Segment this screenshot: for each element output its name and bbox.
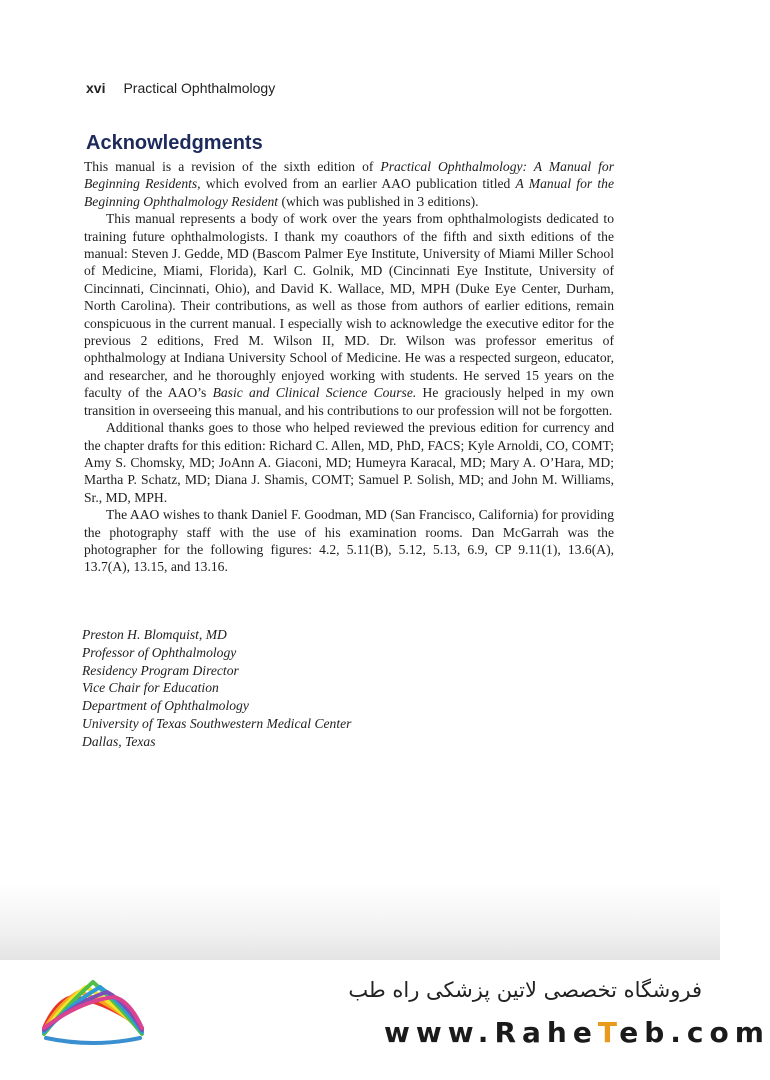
paragraph: [84, 506, 614, 576]
book-title: Practical Ophthalmology: [123, 80, 276, 96]
page-number: xvi: [86, 80, 106, 96]
signature-block: [82, 626, 351, 751]
open-book-rainbow-logo-icon: [38, 974, 148, 1054]
text-run: which evolved from an earlier AAO publication titled: [200, 176, 516, 192]
text-run: The AAO wishes to thank Daniel F. Goodman, MD (San Francisco, California) for providing the photography staff with the use of his examination rooms. Dan McGarrah was the photographer for the following figures: 4.2, 5.11(B), 5.12, 5.13, 6.9, CP 9.11(1), 13.6(A), 13.7(A), 13.15, and 13.16.: [84, 507, 614, 575]
url-brand-c: eb: [619, 1016, 671, 1049]
text-run: This manual is a revision of the sixth edition of: [84, 159, 381, 174]
paragraph: [84, 210, 614, 419]
url-prefix: www.: [384, 1016, 495, 1049]
acknowledgments-body: [84, 158, 614, 576]
shop-url: [384, 1016, 770, 1049]
italic-run: A Manual for the Beginning Ophthalmology Resident: [84, 176, 614, 209]
running-head: [86, 80, 275, 96]
shop-name: فروشگاه تخصصی لاتین پزشکی راه طب: [348, 978, 702, 1002]
text-run: He graciously helped in my own transition in overseeing this manual, and his contributions to our profession will not be forgotten.: [84, 385, 614, 418]
logo-base: [46, 1038, 140, 1043]
signature-line: University of Texas Southwestern Medical Center: [82, 715, 352, 731]
italic-run: Practical Ophthalmology: A Manual for Beginning Residents,: [84, 159, 614, 192]
paragraph: [84, 419, 614, 506]
signature-line: Professor of Ophthalmology: [82, 644, 237, 660]
section-heading: Acknowledgments: [86, 132, 263, 154]
italic-run: Basic and Clinical Science Course.: [212, 385, 417, 401]
url-brand-a: Rahe: [494, 1016, 598, 1049]
text-run: This manual represents a body of work over the years from ophthalmologists dedicated to training future ophthalmologists. I thank my coauthors of the fifth and sixth editions of the manual: Steven J. Gedde, MD (Bascom Palmer Eye Institute, University of Miami Miller School of Medicine, Miami, Florida), Karl C. Golnik, MD (Cincinnati Eye Institute, University of Cincinnati, Cincinnati, Ohio), and David K. Wallace, MD, MPH (Duke Eye Center, Durham, North Carolina). Their contributions, as well as those from authors of earlier editions, remain conspicuous in the current manual. I especially wish to acknowledge the executive editor for the previous 2 editions, Fred M. Wilson II, MD. Dr. Wilson was professor emeritus of ophthalmology at Indiana University School of Medicine. He was a respected surgeon, educator, and researcher, and he thoroughly enjoyed working with students. He served 15 years on the faculty of the AAO’s: [84, 211, 614, 401]
url-suffix: .com: [670, 1016, 770, 1049]
signature-line: Residency Program Director: [82, 662, 239, 678]
signature-line: Department of Ophthalmology: [82, 698, 249, 714]
signature-line: Vice Chair for Education: [82, 680, 219, 696]
signature-line: Dallas, Texas: [82, 733, 156, 749]
signature-line: Preston H. Blomquist, MD: [82, 627, 227, 642]
promo-footer: [0, 960, 770, 1080]
url-brand-b: T: [597, 1016, 620, 1049]
paragraph: [84, 158, 614, 210]
text-run: Additional thanks goes to those who helped reviewed the previous edition for currency and the chapter drafts for this edition: Richard C. Allen, MD, PhD, FACS; Kyle Arnoldi, CO, COMT; Amy S. Chomsky, MD; JoAnn A. Giaconi, MD; Humeyra Karacal, MD; Mary A. O’Hara, MD; Martha P. Schatz, MD; Diana J. Shamis, COMT; Samuel P. Solish, MD; and John M. Williams, Sr., MD, MPH.: [84, 420, 614, 505]
text-run: (which was published in 3 editions).: [278, 193, 479, 209]
